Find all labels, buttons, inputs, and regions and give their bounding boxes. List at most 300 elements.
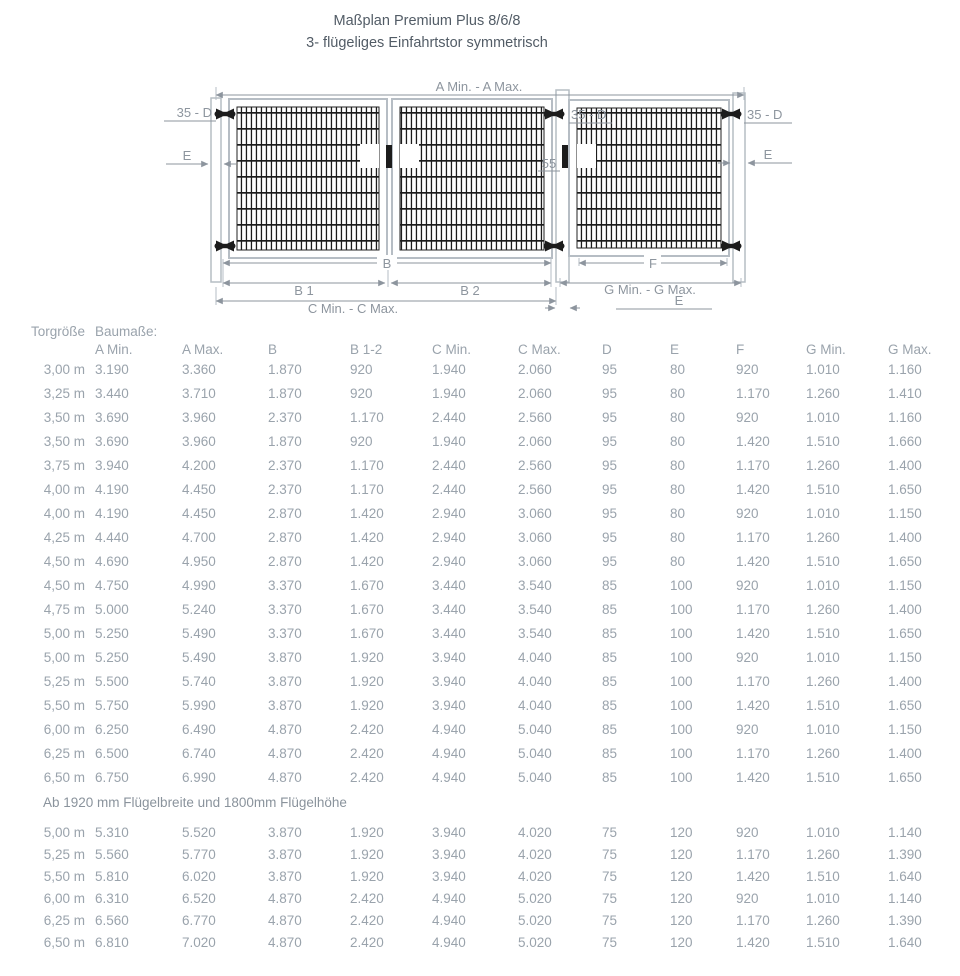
table-cell: 6.250 xyxy=(95,722,129,737)
table-cell: 75 xyxy=(602,825,618,840)
table-cell: 920 xyxy=(736,410,759,425)
table-cell: 1.510 xyxy=(806,434,840,449)
table-cell: 5.560 xyxy=(95,847,129,862)
table-cell: 80 xyxy=(670,362,686,377)
table-cell: 1.260 xyxy=(806,458,840,473)
column-header: C Max. xyxy=(518,342,561,357)
table-cell: 1.870 xyxy=(268,386,302,401)
table-cell: 5.040 xyxy=(518,722,552,737)
table-cell: 3.540 xyxy=(518,602,552,617)
table-cell: 1.010 xyxy=(806,506,840,521)
table-cell: 85 xyxy=(602,770,618,785)
table-cell: 6.740 xyxy=(182,746,216,761)
table-cell: 100 xyxy=(670,770,693,785)
table-cell: 80 xyxy=(670,530,686,545)
dim-label-b: B xyxy=(382,256,392,271)
page-subtitle: 3- flügeliges Einfahrtstor symmetrisch xyxy=(306,35,548,51)
table-cell: 4.870 xyxy=(268,722,302,737)
table-cell: 6,00 m xyxy=(43,891,85,906)
table-cell: 1.170 xyxy=(736,674,770,689)
table-cell: 920 xyxy=(736,362,759,377)
table-row xyxy=(0,502,960,526)
table-cell: 4.020 xyxy=(518,825,552,840)
table-cell: 80 xyxy=(670,482,686,497)
table-cell: 1.170 xyxy=(736,746,770,761)
table-cell: 1.170 xyxy=(350,458,384,473)
table-cell: 1.920 xyxy=(350,869,384,884)
table-cell: 95 xyxy=(602,554,618,569)
table-cell: 5,50 m xyxy=(43,869,85,884)
table-row xyxy=(0,766,960,790)
table-cell: 4.870 xyxy=(268,770,302,785)
table-cell: 3.440 xyxy=(432,626,466,641)
table-cell: 920 xyxy=(736,891,759,906)
table-cell: 1.160 xyxy=(888,362,922,377)
table-row xyxy=(0,478,960,502)
table-cell: 2.060 xyxy=(518,434,552,449)
table-cell: 1.920 xyxy=(350,674,384,689)
table-cell: 2.420 xyxy=(350,722,384,737)
hinge-icon xyxy=(721,109,742,120)
table-cell: 120 xyxy=(670,847,693,862)
table-row xyxy=(0,646,960,670)
table-cell: 1.420 xyxy=(736,626,770,641)
table-cell: 6.770 xyxy=(182,913,216,928)
table-cell: 1.140 xyxy=(888,891,922,906)
table-row xyxy=(0,598,960,622)
table-cell: 1.920 xyxy=(350,650,384,665)
table-cell: 1.010 xyxy=(806,825,840,840)
table-cell: 3.870 xyxy=(268,674,302,689)
table-cell: 1.170 xyxy=(350,410,384,425)
table-cell: 5.250 xyxy=(95,650,129,665)
table-cell: 1.420 xyxy=(350,506,384,521)
table-cell: 1.010 xyxy=(806,362,840,377)
table-cell: 920 xyxy=(736,578,759,593)
table-cell: 5.990 xyxy=(182,698,216,713)
table-cell: 4.190 xyxy=(95,506,129,521)
table-row xyxy=(0,670,960,694)
table-cell: 4.870 xyxy=(268,891,302,906)
table-cell: 4,00 m xyxy=(43,482,85,497)
table-cell: 1.170 xyxy=(736,458,770,473)
table-row xyxy=(0,622,960,646)
table-cell: 3.870 xyxy=(268,698,302,713)
hinge-icon xyxy=(544,241,565,252)
table-cell: 3.360 xyxy=(182,362,216,377)
table-row xyxy=(0,822,960,844)
table-cell: 1.150 xyxy=(888,578,922,593)
table-cell: 95 xyxy=(602,386,618,401)
table-cell: 80 xyxy=(670,554,686,569)
table-cell: 4.940 xyxy=(432,891,466,906)
table-cell: 85 xyxy=(602,626,618,641)
table-cell: 6.490 xyxy=(182,722,216,737)
table-cell: 2.870 xyxy=(268,506,302,521)
table-cell: 5.020 xyxy=(518,891,552,906)
table-cell: 1.420 xyxy=(736,935,770,950)
table-cell: 1.870 xyxy=(268,362,302,377)
table-cell: 4.020 xyxy=(518,869,552,884)
table-cell: 5.490 xyxy=(182,626,216,641)
table-section-1 xyxy=(0,358,960,790)
column-header: A Max. xyxy=(182,342,224,357)
table-cell: 1.260 xyxy=(806,602,840,617)
table-cell: 95 xyxy=(602,434,618,449)
table-cell: 3,25 m xyxy=(43,386,85,401)
table-cell: 3.540 xyxy=(518,578,552,593)
table-cell: 4.190 xyxy=(95,482,129,497)
wing2-lock-gap xyxy=(400,144,419,168)
table-cell: 4.690 xyxy=(95,554,129,569)
column-header: E xyxy=(670,342,680,357)
table-cell: 80 xyxy=(670,386,686,401)
column-header: B xyxy=(268,342,278,357)
table-cell: 4.200 xyxy=(182,458,216,473)
column-header: A Min. xyxy=(95,342,133,357)
table-cell: 1.390 xyxy=(888,847,922,862)
table-cell: 6.500 xyxy=(95,746,129,761)
table-row xyxy=(0,866,960,888)
table-cell: 3.060 xyxy=(518,530,552,545)
table-cell: 3,00 m xyxy=(43,362,85,377)
table-cell: 1.170 xyxy=(736,386,770,401)
table-cell: 4,00 m xyxy=(43,506,85,521)
table-cell: 1.170 xyxy=(736,913,770,928)
table-cell: 5,25 m xyxy=(43,847,85,862)
table-cell: 6,00 m xyxy=(43,722,85,737)
hinge-icon xyxy=(544,109,565,120)
table-cell: 4.040 xyxy=(518,698,552,713)
table-cell: 1.410 xyxy=(888,386,922,401)
table-cell: 5.040 xyxy=(518,746,552,761)
table-cell: 5,50 m xyxy=(43,698,85,713)
table-cell: 80 xyxy=(670,458,686,473)
table-cell: 2.420 xyxy=(350,891,384,906)
table-cell: 1.420 xyxy=(736,482,770,497)
table-cell: 6.990 xyxy=(182,770,216,785)
table-cell: 1.260 xyxy=(806,913,840,928)
dim-label-b2: B 2 xyxy=(460,283,480,298)
table-cell: 1.400 xyxy=(888,602,922,617)
table-cell: 6,25 m xyxy=(43,913,85,928)
dim-label-b1: B 1 xyxy=(294,283,314,298)
torgroesse-header: Torgröße xyxy=(30,324,85,339)
table-cell: 5.000 xyxy=(95,602,129,617)
table-cell: 1.870 xyxy=(268,434,302,449)
wing3-lock-gap xyxy=(577,144,596,168)
gate-wings xyxy=(229,99,729,258)
table-cell: 4.870 xyxy=(268,746,302,761)
baumasse-header: Baumaße: xyxy=(95,324,158,339)
table-cell: 85 xyxy=(602,650,618,665)
dim-label-d-right: 35 - D xyxy=(747,107,783,122)
table-cell: 75 xyxy=(602,913,618,928)
table-cell: 3.540 xyxy=(518,626,552,641)
table-cell: 920 xyxy=(736,506,759,521)
column-header: G Max. xyxy=(888,342,932,357)
table-cell: 1.640 xyxy=(888,935,922,950)
table-cell: 1.920 xyxy=(350,698,384,713)
column-header: D xyxy=(602,342,612,357)
table-cell: 6,25 m xyxy=(43,746,85,761)
column-header-empty xyxy=(0,342,95,357)
table-cell: 3.370 xyxy=(268,578,302,593)
table-cell: 3.440 xyxy=(432,578,466,593)
table-cell: 6.560 xyxy=(95,913,129,928)
table-row xyxy=(0,718,960,742)
table-cell: 5.490 xyxy=(182,650,216,665)
table-cell: 920 xyxy=(736,722,759,737)
table-cell: 1.420 xyxy=(736,434,770,449)
table-row xyxy=(0,526,960,550)
left-post xyxy=(211,98,221,282)
table-cell: 1.510 xyxy=(806,770,840,785)
table-cell: 2.940 xyxy=(432,554,466,569)
dim-label-d-left: 35 - D xyxy=(176,105,212,120)
table-cell: 100 xyxy=(670,746,693,761)
table-cell: 1.260 xyxy=(806,386,840,401)
table-cell: 75 xyxy=(602,891,618,906)
table-section-2 xyxy=(0,822,960,954)
table-cell: 6.020 xyxy=(182,869,216,884)
table-row xyxy=(0,382,960,406)
table-cell: 1.940 xyxy=(432,434,466,449)
table-cell: 2.420 xyxy=(350,770,384,785)
dim-label-d-mid: 35 - D xyxy=(571,107,607,122)
table-cell: 95 xyxy=(602,530,618,545)
table-cell: 85 xyxy=(602,602,618,617)
table-cell: 1.670 xyxy=(350,626,384,641)
table-cell: 4.700 xyxy=(182,530,216,545)
table-cell: 1.650 xyxy=(888,770,922,785)
table-cell: 1.650 xyxy=(888,482,922,497)
section2-heading: Ab 1920 mm Flügelbreite und 1800mm Flügelhöhe xyxy=(43,795,347,810)
table-cell: 5.500 xyxy=(95,674,129,689)
table-cell: 2.440 xyxy=(432,458,466,473)
table-cell: 2.560 xyxy=(518,410,552,425)
table-cell: 1.940 xyxy=(432,386,466,401)
table-cell: 2.370 xyxy=(268,410,302,425)
table-cell: 1.010 xyxy=(806,410,840,425)
table-cell: 4,50 m xyxy=(43,554,85,569)
gate-wing-1 xyxy=(229,99,387,258)
table-cell: 5.250 xyxy=(95,626,129,641)
table-cell: 120 xyxy=(670,869,693,884)
gate-diagram xyxy=(0,0,960,330)
table-cell: 2.060 xyxy=(518,362,552,377)
table-cell: 1.160 xyxy=(888,410,922,425)
table-cell: 1.420 xyxy=(736,554,770,569)
table-cell: 4,25 m xyxy=(43,530,85,545)
table-cell: 100 xyxy=(670,626,693,641)
table-cell: 4.870 xyxy=(268,935,302,950)
table-cell: 6,50 m xyxy=(43,770,85,785)
table-cell: 5.040 xyxy=(518,770,552,785)
table-cell: 95 xyxy=(602,410,618,425)
table-cell: 4.940 xyxy=(432,770,466,785)
table-cell: 1.260 xyxy=(806,674,840,689)
table-cell: 2.370 xyxy=(268,458,302,473)
right-post xyxy=(733,93,745,282)
table-cell: 2.420 xyxy=(350,913,384,928)
table-cell: 120 xyxy=(670,825,693,840)
table-cell: 1.260 xyxy=(806,746,840,761)
table-cell: 1.140 xyxy=(888,825,922,840)
table-row xyxy=(0,932,960,954)
table-cell: 1.510 xyxy=(806,698,840,713)
column-header: F xyxy=(736,342,745,357)
table-row xyxy=(0,888,960,910)
table-cell: 5,25 m xyxy=(43,674,85,689)
table-cell: 1.400 xyxy=(888,674,922,689)
table-cell: 85 xyxy=(602,674,618,689)
table-cell: 100 xyxy=(670,602,693,617)
table-row xyxy=(0,358,960,382)
table-cell: 1.170 xyxy=(350,482,384,497)
center-lock-bar xyxy=(386,145,392,168)
table-cell: 1.640 xyxy=(888,869,922,884)
table-cell: 4.040 xyxy=(518,650,552,665)
table-row xyxy=(0,550,960,574)
table-cell: 1.650 xyxy=(888,698,922,713)
table-cell: 3.870 xyxy=(268,650,302,665)
table-cell: 5.020 xyxy=(518,913,552,928)
table-cell: 1.510 xyxy=(806,626,840,641)
table-cell: 2.370 xyxy=(268,482,302,497)
dim-label-g: G Min. - G Max. xyxy=(604,282,696,297)
table-cell: 3.370 xyxy=(268,626,302,641)
table-cell: 1.670 xyxy=(350,602,384,617)
table-row xyxy=(0,430,960,454)
table-cell: 1.420 xyxy=(736,770,770,785)
table-cell: 1.170 xyxy=(736,530,770,545)
table-cell: 100 xyxy=(670,650,693,665)
table-row xyxy=(0,406,960,430)
table-cell: 920 xyxy=(350,362,373,377)
table-cell: 5.240 xyxy=(182,602,216,617)
table-cell: 6.810 xyxy=(95,935,129,950)
table-cell: 1.010 xyxy=(806,891,840,906)
table-cell: 95 xyxy=(602,482,618,497)
wing1-lock-gap xyxy=(360,144,379,168)
table-cell: 2.940 xyxy=(432,506,466,521)
page-title: Maßplan Premium Plus 8/6/8 xyxy=(333,13,521,29)
table-cell: 1.150 xyxy=(888,722,922,737)
table-cell: 3.870 xyxy=(268,869,302,884)
table-cell: 3.940 xyxy=(95,458,129,473)
table-cell: 3.960 xyxy=(182,410,216,425)
column-header: C Min. xyxy=(432,342,472,357)
table-cell: 1.150 xyxy=(888,506,922,521)
table-cell: 95 xyxy=(602,458,618,473)
table-cell: 4.440 xyxy=(95,530,129,545)
table-cell: 5.310 xyxy=(95,825,129,840)
table-cell: 5,00 m xyxy=(43,626,85,641)
table-cell: 1.400 xyxy=(888,530,922,545)
table-cell: 3,75 m xyxy=(43,458,85,473)
table-cell: 6.520 xyxy=(182,891,216,906)
table-cell: 920 xyxy=(350,386,373,401)
table-cell: 1.010 xyxy=(806,650,840,665)
table-row xyxy=(0,844,960,866)
table-cell: 4.020 xyxy=(518,847,552,862)
table-cell: 1.650 xyxy=(888,626,922,641)
table-cell: 75 xyxy=(602,935,618,950)
table-cell: 3.190 xyxy=(95,362,129,377)
table-cell: 80 xyxy=(670,506,686,521)
table-cell: 4.870 xyxy=(268,913,302,928)
table-cell: 5.750 xyxy=(95,698,129,713)
table-cell: 5,00 m xyxy=(43,650,85,665)
table-cell: 3.690 xyxy=(95,434,129,449)
table-cell: 5.810 xyxy=(95,869,129,884)
table-cell: 3.060 xyxy=(518,554,552,569)
table-cell: 80 xyxy=(670,410,686,425)
table-cell: 2.940 xyxy=(432,530,466,545)
dim-label-a: A Min. - A Max. xyxy=(435,79,523,94)
dim-label-e-bottom: E xyxy=(674,293,684,308)
table-cell: 1.660 xyxy=(888,434,922,449)
table-cell: 1.150 xyxy=(888,650,922,665)
table-cell: 4.450 xyxy=(182,506,216,521)
table-cell: 1.510 xyxy=(806,935,840,950)
table-cell: 75 xyxy=(602,847,618,862)
table-cell: 1.400 xyxy=(888,746,922,761)
table-cell: 1.420 xyxy=(350,554,384,569)
table-cell: 3.710 xyxy=(182,386,216,401)
table-cell: 1.260 xyxy=(806,847,840,862)
table-cell: 3.060 xyxy=(518,506,552,521)
table-cell: 100 xyxy=(670,698,693,713)
table-cell: 3.960 xyxy=(182,434,216,449)
table-cell: 3.370 xyxy=(268,602,302,617)
table-cell: 3.940 xyxy=(432,698,466,713)
table-row xyxy=(0,910,960,932)
dim-label-e-left: E xyxy=(182,148,192,163)
dim-label-c: C Min. - C Max. xyxy=(307,301,399,316)
table-cell: 2.440 xyxy=(432,482,466,497)
table-cell: 4,50 m xyxy=(43,578,85,593)
table-cell: 3.940 xyxy=(432,847,466,862)
table-cell: 1.670 xyxy=(350,578,384,593)
table-cell: 920 xyxy=(350,434,373,449)
table-cell: 920 xyxy=(736,650,759,665)
table-cell: 85 xyxy=(602,698,618,713)
table-cell: 5.770 xyxy=(182,847,216,862)
table-cell: 95 xyxy=(602,362,618,377)
table-cell: 4.940 xyxy=(432,746,466,761)
table-cell: 4,75 m xyxy=(43,602,85,617)
table-cell: 1.510 xyxy=(806,554,840,569)
table-cell: 120 xyxy=(670,913,693,928)
table-cell: 2.440 xyxy=(432,410,466,425)
table-cell: 1.940 xyxy=(432,362,466,377)
table-cell: 4.940 xyxy=(432,722,466,737)
table-cell: 2.870 xyxy=(268,554,302,569)
table-cell: 3.440 xyxy=(95,386,129,401)
table-cell: 1.510 xyxy=(806,869,840,884)
table-row xyxy=(0,742,960,766)
table-cell: 2.560 xyxy=(518,458,552,473)
hinge-icon xyxy=(215,241,236,252)
table-cell: 85 xyxy=(602,722,618,737)
table-cell: 3,50 m xyxy=(43,410,85,425)
table-cell: 3.440 xyxy=(432,602,466,617)
dim-label-f: F xyxy=(649,256,657,271)
table-cell: 1.400 xyxy=(888,458,922,473)
table-cell: 95 xyxy=(602,506,618,521)
